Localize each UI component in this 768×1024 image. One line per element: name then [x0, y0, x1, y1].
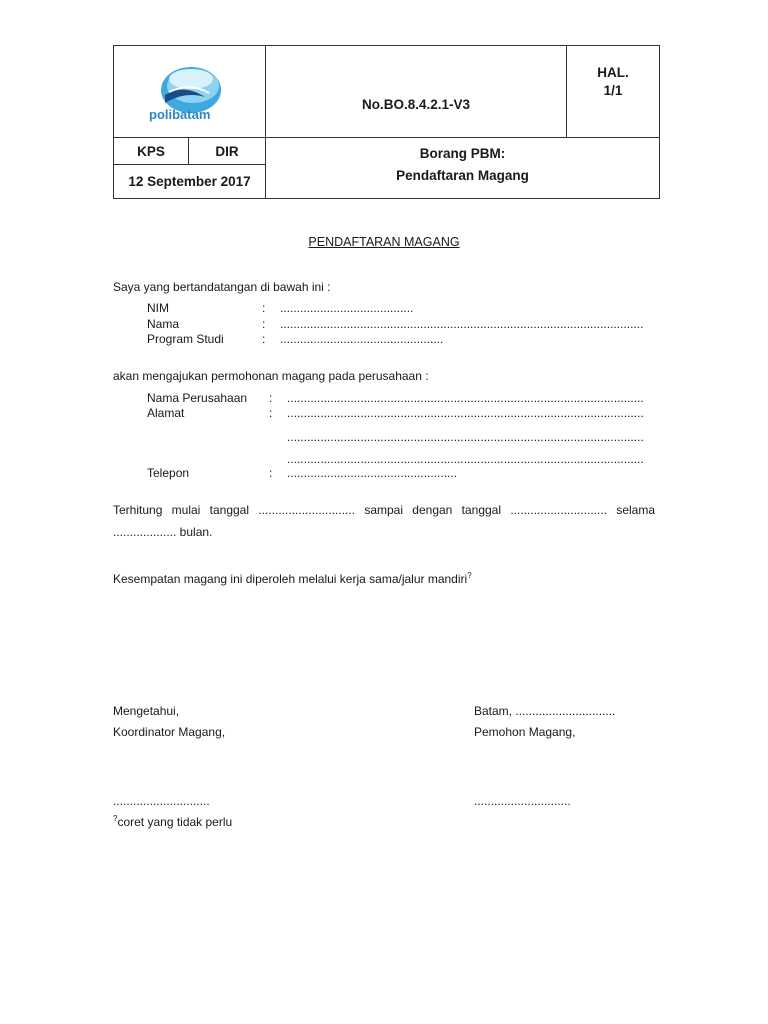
question-body: Kesempatan magang ini diperoleh melalui kerja sama/jalur mandiri	[113, 572, 468, 586]
nim-colon: :	[262, 301, 266, 315]
period-line2: ................... bulan.	[113, 525, 213, 539]
footnote-text: coret yang tidak perlu	[117, 815, 233, 829]
dir-cell: DIR	[189, 138, 266, 165]
hal-value: 1/1	[603, 83, 623, 98]
page-title: PENDAFTARAN MAGANG	[308, 235, 460, 249]
program-studi-colon: :	[262, 332, 266, 346]
alamat-field-line1[interactable]: ...........................................................................................................	[287, 406, 644, 420]
nim-label: NIM	[147, 301, 169, 315]
footnote	[113, 814, 232, 829]
logo-cell	[114, 46, 266, 138]
telepon-colon: :	[269, 466, 273, 480]
nama-perusahaan-field[interactable]: ...........................................................................................................	[287, 391, 644, 405]
logo-text: polibatam	[149, 107, 211, 122]
right-signature-line[interactable]: .............................	[474, 794, 571, 808]
nama-field[interactable]: .............................................................................................................	[280, 317, 644, 331]
left-signature-line[interactable]: .............................	[113, 794, 210, 808]
nama-label: Nama	[147, 317, 180, 331]
alamat-colon: :	[269, 406, 273, 420]
hal-label: HAL.	[597, 65, 629, 80]
kps-cell: KPS	[114, 138, 189, 165]
borang-line2: Pendaftaran Magang	[396, 168, 529, 183]
telepon-label: Telepon	[147, 466, 190, 480]
date-cell: 12 September 2017	[114, 165, 266, 199]
document-header-table	[113, 45, 660, 199]
pemohon-text: Pemohon Magang,	[474, 725, 576, 739]
alamat-field-line2[interactable]: ...........................................................................................................	[287, 430, 644, 444]
mengetahui-text: Mengetahui,	[113, 704, 180, 718]
question-mark: ?	[467, 571, 472, 580]
page-number-cell	[567, 46, 660, 138]
program-studi-field[interactable]: .................................................	[280, 332, 444, 346]
batam-date-text[interactable]: Batam, ..............................	[474, 704, 616, 718]
nama-colon: :	[262, 317, 266, 331]
koordinator-text: Koordinator Magang,	[113, 725, 226, 739]
form-title-cell	[266, 138, 660, 199]
footnote-mark: ?	[113, 814, 118, 823]
borang-line1: Borang PBM:	[419, 146, 506, 161]
period-line1: Terhitung mulai tanggal ............................. sampai dengan tanggal ............................. selama	[113, 503, 655, 517]
alamat-label: Alamat	[147, 406, 185, 420]
intro-text: Saya yang bertandatangan di bawah ini :	[113, 280, 331, 294]
doc-number: No.BO.8.4.2.1-V3	[266, 46, 567, 138]
telepon-field[interactable]: ...................................................	[287, 466, 458, 480]
polibatam-logo	[135, 57, 245, 127]
company-intro-text: akan mengajukan permohonan magang pada perusahaan :	[113, 369, 429, 383]
alamat-field-line3[interactable]: ...........................................................................................................	[287, 452, 644, 466]
program-studi-label: Program Studi	[147, 332, 224, 346]
nama-perusahaan-label: Nama Perusahaan	[147, 391, 248, 405]
nim-field[interactable]: ........................................	[280, 301, 414, 315]
question-text	[113, 571, 472, 586]
nama-perusahaan-colon: :	[269, 391, 273, 405]
